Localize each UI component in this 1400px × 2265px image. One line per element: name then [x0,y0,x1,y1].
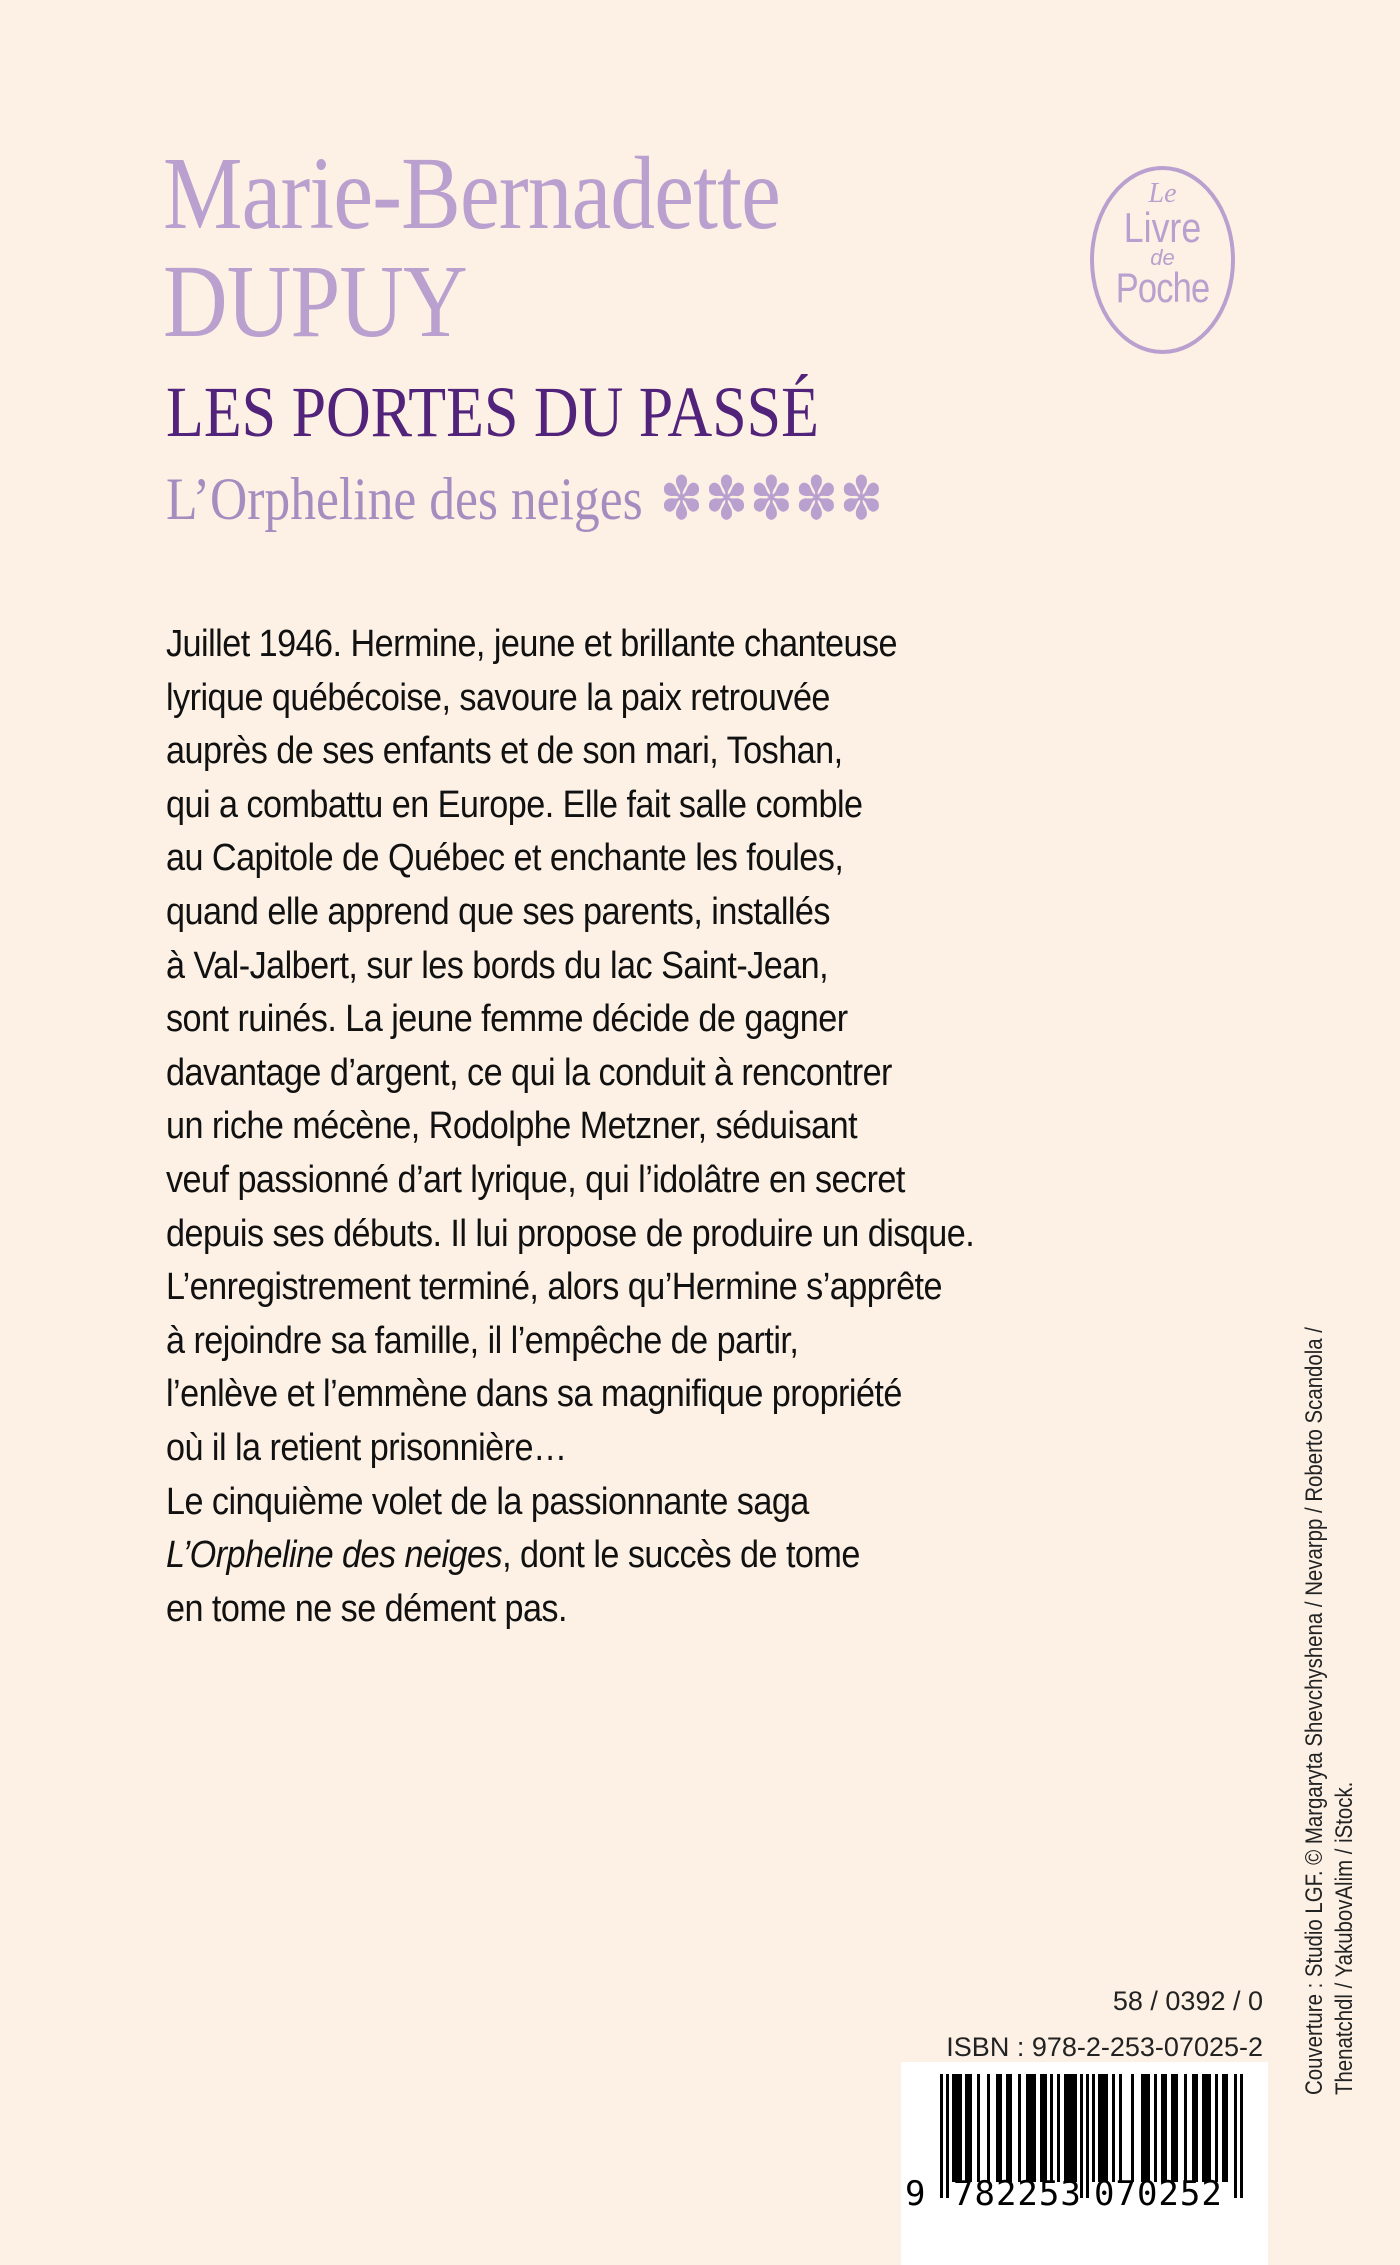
series-name-italic: L’Orpheline des neiges [166,1534,503,1577]
product-codes [946,1978,1263,2070]
logo-livre: Livre [1123,204,1202,251]
blurb-line: en tome ne se dément pas. [166,1587,567,1630]
internal-code: 58 / 0392 / 0 [1112,1986,1263,2016]
publisher-logo [1090,166,1235,354]
author-first-name: Marie-Bernadette [163,136,780,251]
blurb-line: Juillet 1946. Hermine, jeune et brillante chanteuse [166,623,898,665]
author-name [163,136,780,359]
blurb-line: au Capitole de Québec et enchante les foules, [166,837,844,880]
barcode-left-digits: 782253 [953,2174,1082,2214]
blurb-line: à rejoindre sa famille, il l’empêche de partir, [166,1319,799,1362]
series-subtitle [166,464,885,534]
barcode-first-digit: 9 [905,2174,926,2214]
blurb-line: qui a combattu en Europe. Elle fait salle comble [166,783,863,826]
blurb-line: Le cinquième volet de la passionnante saga [166,1480,809,1523]
blurb-line: quand elle apprend que ses parents, installés [166,890,830,933]
blurb-line [166,1529,1165,1583]
blurb-text [166,618,1276,1636]
blurb-line: veuf passionné d’art lyrique, qui l’idolâtre en secret [166,1158,905,1201]
blurb-line: sont ruinés. La jeune femme décide de gagner [166,998,848,1041]
author-last-name: DUPUY [163,244,467,359]
blurb-line: à Val-Jalbert, sur les bords du lac Saint-Jean, [166,944,829,987]
volume-stars-icon: ✽✽✽✽✽ [659,466,885,532]
book-title: LES PORTES DU PASSÉ [166,372,819,452]
blurb-line: l’enlève et l’emmène dans sa magnifique propriété [166,1373,902,1416]
logo-de: de [1150,245,1175,270]
credits-line-2: Thenatchdl / YakubovAlim / iStock. [1331,1781,1358,2095]
blurb-line: auprès de ses enfants et de son mari, Toshan, [166,730,843,773]
blurb-line: davantage d’argent, ce qui la conduit à rencontrer [166,1051,892,1094]
blurb-line: lyrique québécoise, savoure la paix retrouvée [166,676,830,719]
barcode-bars-icon [901,2062,1268,2265]
blurb-line: depuis ses débuts. Il lui propose de produire un disque. [166,1212,975,1255]
blurb-line-rest: , dont le succès de tome [502,1534,860,1577]
barcode-right-digits: 070252 [1094,2174,1223,2214]
barcode [901,2062,1268,2265]
credits-line-1: Couverture : Studio LGF. © Margaryta Shevchyshena / Nevarpp / Roberto Scandola / [1301,1327,1328,2095]
blurb-line: où il la retient prisonnière… [166,1426,567,1469]
logo-poche: Poche [1115,264,1210,311]
blurb-line: un riche mécène, Rodolphe Metzner, séduisant [166,1105,858,1148]
photo-credits [1300,1192,1360,2095]
isbn: ISBN : 978-2-253-07025-2 [946,2032,1263,2062]
blurb-line: L’enregistrement terminé, alors qu’Hermine s’apprête [166,1266,943,1309]
series-name: L’Orpheline des neiges [166,466,643,532]
logo-le: Le [1148,178,1177,209]
